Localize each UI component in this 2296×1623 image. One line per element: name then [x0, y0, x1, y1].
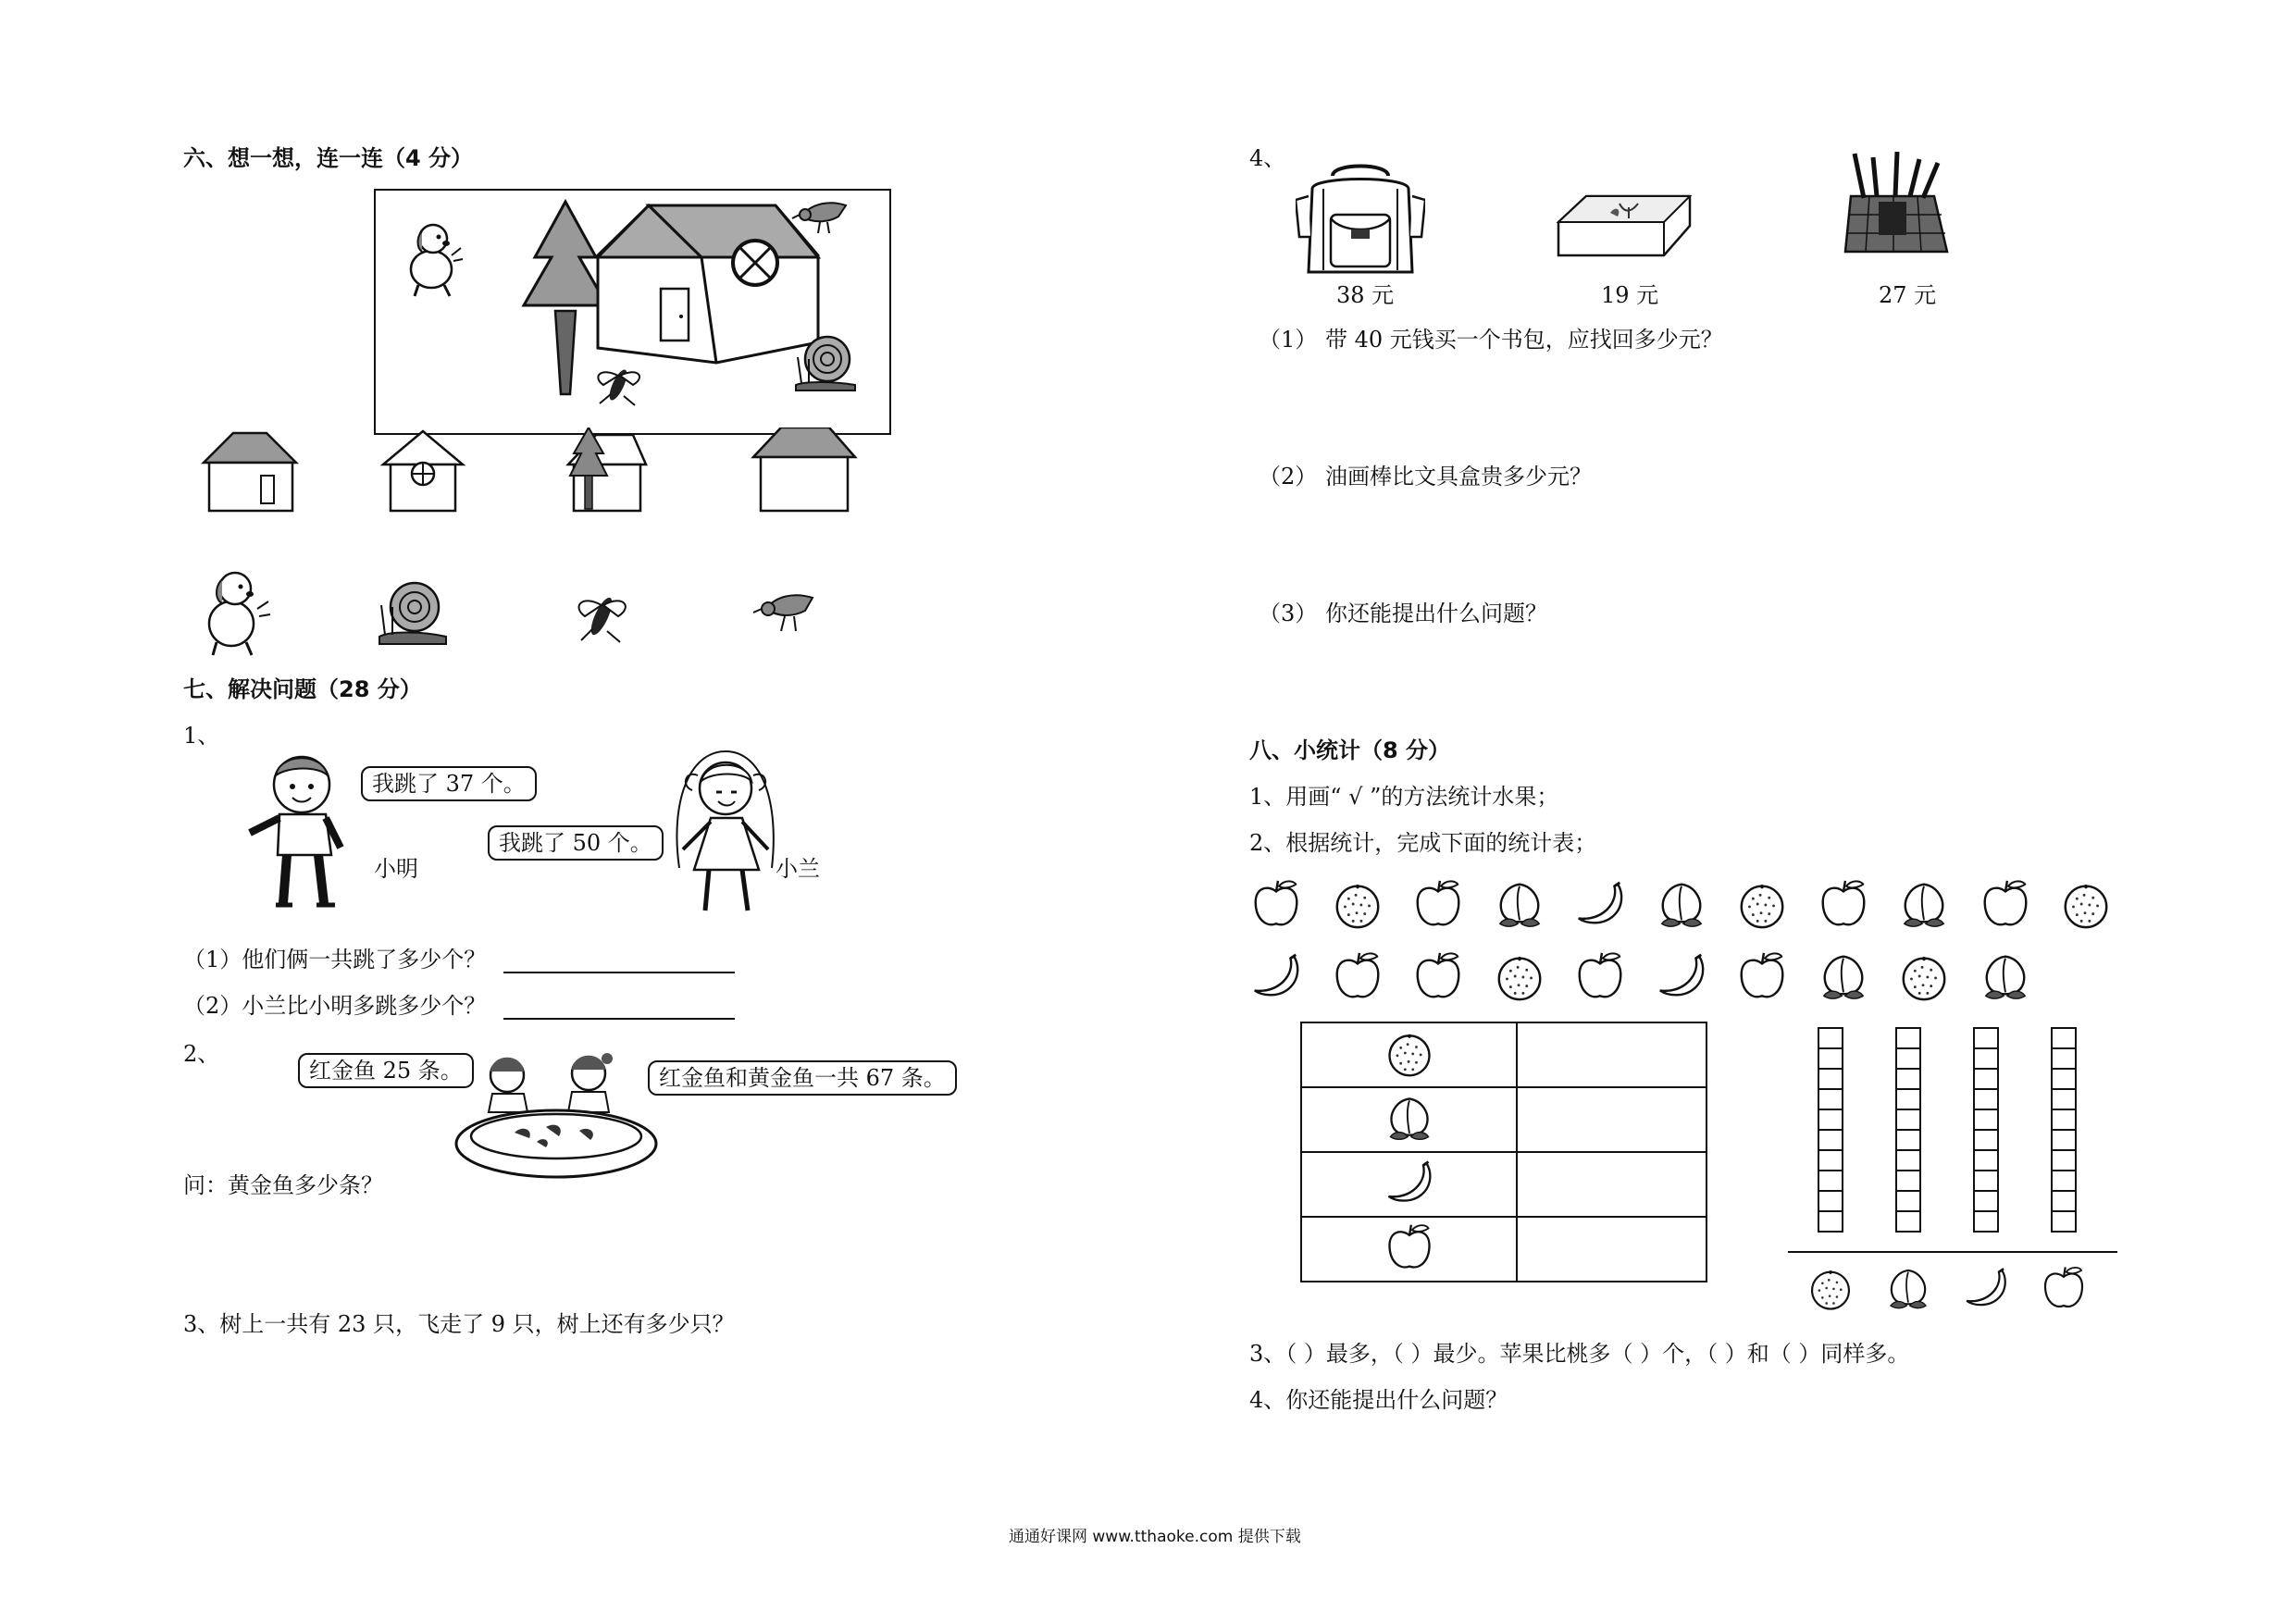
- bar-cell[interactable]: [1818, 1170, 1843, 1192]
- q4-sub3-number: （3）: [1259, 601, 1318, 626]
- bar-cell[interactable]: [1973, 1068, 1999, 1090]
- bar-cell[interactable]: [1818, 1088, 1843, 1110]
- oil-pastels-icon: [1842, 150, 1953, 261]
- banana-icon: [1655, 949, 1708, 1003]
- house-choice-tree-icon: [568, 427, 646, 511]
- peach-icon: [1493, 877, 1546, 931]
- bar-cell[interactable]: [1973, 1027, 1999, 1049]
- banana-icon: [1573, 877, 1627, 931]
- banana-icon: [1962, 1264, 2010, 1312]
- bar-cell[interactable]: [1895, 1170, 1921, 1192]
- apple-icon: [1384, 1221, 1435, 1273]
- footer-text: 通通好课网 www.tthaoke.com 提供下载: [1009, 1528, 1301, 1546]
- q2-speech-left: 红金鱼 25 条。: [298, 1053, 474, 1088]
- q1-sub1-answer-line[interactable]: [503, 972, 735, 973]
- peach-icon: [1897, 877, 1951, 931]
- apple-icon: [1817, 877, 1870, 931]
- peach-icon: [1979, 949, 2032, 1003]
- apple-icon: [1411, 949, 1465, 1003]
- q4-sub1: 带 40 元钱买一个书包，应找回多少元？: [1325, 327, 1723, 353]
- q1-sub2: （2）小兰比小明多跳多少个？: [183, 993, 487, 1019]
- apple-icon: [1331, 949, 1384, 1003]
- house-choice-window-icon: [383, 431, 463, 511]
- bar-cell[interactable]: [1818, 1109, 1843, 1131]
- bar-cell[interactable]: [1895, 1047, 1921, 1070]
- bar-cell[interactable]: [1895, 1210, 1921, 1233]
- bar-column-banana: [1973, 1027, 1999, 1233]
- bar-cell[interactable]: [2051, 1129, 2077, 1151]
- bird-icon: [792, 203, 846, 233]
- bar-cell[interactable]: [1973, 1109, 1999, 1131]
- s8-line2: 2、根据统计，完成下面的统计表；: [1249, 830, 1597, 856]
- bar-cell[interactable]: [1818, 1190, 1843, 1212]
- tally-table: [1300, 1022, 1707, 1282]
- boy-speech-bubble: 我跳了 37 个。: [361, 766, 537, 801]
- bar-cell[interactable]: [2051, 1210, 2077, 1233]
- bar-cell[interactable]: [2051, 1047, 2077, 1070]
- girl-xiaolan-icon: [670, 748, 781, 923]
- bar-cell[interactable]: [2051, 1068, 2077, 1090]
- boy-name-label: 小明: [374, 856, 418, 882]
- tally-fruit-cell: [1301, 1152, 1517, 1217]
- bar-cell[interactable]: [2051, 1190, 2077, 1212]
- section-8-title: 八、小统计（8 分）: [1249, 737, 1451, 763]
- orange-icon: [1331, 877, 1384, 931]
- q1-number: 1、: [183, 723, 220, 749]
- bar-cell[interactable]: [2051, 1109, 2077, 1131]
- s8-line1: 1、用画“ √ ”的方法统计水果；: [1249, 784, 1559, 810]
- bar-cell[interactable]: [1973, 1170, 1999, 1192]
- dog-icon: [411, 225, 463, 296]
- apple-icon: [1735, 949, 1789, 1003]
- tally-count-cell[interactable]: [1517, 1217, 1706, 1282]
- banana-icon: [1384, 1157, 1435, 1208]
- peach-icon: [1655, 877, 1708, 931]
- tally-row-apple: [1301, 1217, 1706, 1282]
- scene-picture-frame: [374, 189, 891, 435]
- q2-number: 2、: [183, 1041, 220, 1067]
- tally-fruit-cell: [1301, 1022, 1517, 1087]
- bar-cell[interactable]: [1895, 1129, 1921, 1151]
- bar-cell[interactable]: [1818, 1068, 1843, 1090]
- schoolbag-icon: [1296, 163, 1425, 283]
- bar-cell[interactable]: [1895, 1149, 1921, 1171]
- bar-cell[interactable]: [1895, 1068, 1921, 1090]
- fruit-row-1: [1249, 877, 2119, 933]
- bar-cell[interactable]: [1895, 1109, 1921, 1131]
- q4-sub1-number: （1）: [1259, 327, 1318, 353]
- s8-line4: 4、你还能提出什么问题？: [1249, 1387, 1508, 1413]
- apple-icon: [1411, 877, 1465, 931]
- section-6-title: 六、想一想，连一连（4 分）: [183, 145, 474, 171]
- section-7-title: 七、解决问题（28 分）: [183, 676, 422, 702]
- s8-line3: 3、（ ）最多，（ ）最少。苹果比桃多（ ）个，（ ）和（ ）同样多。: [1249, 1341, 1910, 1367]
- bar-cell[interactable]: [1973, 1129, 1999, 1151]
- orange-icon: [1735, 877, 1789, 931]
- bar-cell[interactable]: [1973, 1047, 1999, 1070]
- bar-cell[interactable]: [2051, 1027, 2077, 1049]
- bar-cell[interactable]: [1895, 1027, 1921, 1049]
- peach-icon: [1817, 949, 1870, 1003]
- tally-count-cell[interactable]: [1517, 1087, 1706, 1152]
- tally-count-cell[interactable]: [1517, 1022, 1706, 1087]
- bar-column-peach: [1895, 1027, 1921, 1233]
- bar-cell[interactable]: [1818, 1129, 1843, 1151]
- house-icon: [598, 205, 818, 363]
- dog-icon: [209, 573, 270, 655]
- bar-cell[interactable]: [2051, 1170, 2077, 1192]
- bar-cell[interactable]: [1973, 1190, 1999, 1212]
- fly-icon: [579, 595, 626, 642]
- tree-icon: [524, 202, 607, 394]
- boy-xiaoming-icon: [242, 748, 363, 914]
- orange-icon: [1493, 949, 1546, 1003]
- q4-number: 4、: [1249, 145, 1286, 171]
- q2-question: 问：黄金鱼多少条？: [183, 1172, 383, 1198]
- bar-cell[interactable]: [2051, 1149, 2077, 1171]
- tally-count-cell[interactable]: [1517, 1152, 1706, 1217]
- oil-pastels-price: 27 元: [1879, 282, 1937, 308]
- apple-icon: [1979, 877, 2032, 931]
- apple-icon: [2040, 1264, 2088, 1312]
- scene-picture: [376, 191, 889, 433]
- apple-icon: [1249, 877, 1303, 931]
- bar-chart-baseline: [1788, 1251, 2117, 1253]
- bar-cell[interactable]: [1895, 1190, 1921, 1212]
- orange-icon: [1384, 1027, 1435, 1079]
- pencil-box-price: 19 元: [1601, 282, 1659, 308]
- bar-cell[interactable]: [1973, 1210, 1999, 1233]
- q1-sub1: （1）他们俩一共跳了多少个？: [183, 947, 487, 973]
- pencil-box-icon: [1555, 191, 1694, 265]
- orange-icon: [1897, 949, 1951, 1003]
- bar-column-apple: [2051, 1027, 2077, 1233]
- q2-speech-right: 红金鱼和黄金鱼一共 67 条。: [648, 1060, 957, 1096]
- tally-row-banana: [1301, 1152, 1706, 1217]
- fish-pond-icon: [450, 1047, 663, 1186]
- bar-cell[interactable]: [1973, 1149, 1999, 1171]
- q4-sub3: 你还能提出什么问题？: [1325, 601, 1547, 626]
- q4-sub2: 油画棒比文具盒贵多少元？: [1325, 464, 1592, 489]
- bar-cell[interactable]: [1818, 1047, 1843, 1070]
- house-choice-plain-icon: [753, 427, 855, 511]
- schoolbag-price: 38 元: [1336, 282, 1395, 308]
- q1-sub2-answer-line[interactable]: [503, 1018, 735, 1020]
- bar-cell[interactable]: [1818, 1149, 1843, 1171]
- orange-icon: [2059, 877, 2113, 931]
- bar-cell[interactable]: [1973, 1088, 1999, 1110]
- fly-icon: [598, 367, 639, 405]
- tally-fruit-cell: [1301, 1217, 1517, 1282]
- bar-cell[interactable]: [1895, 1088, 1921, 1110]
- q3-text: 3、树上一共有 23 只，飞走了 9 只，树上还有多少只？: [183, 1311, 735, 1337]
- peach-icon: [1884, 1264, 1932, 1312]
- girl-name-label: 小兰: [776, 856, 820, 882]
- peach-icon: [1384, 1092, 1435, 1144]
- tally-row-peach: [1301, 1087, 1706, 1152]
- girl-speech-bubble: 我跳了 50 个。: [488, 825, 664, 861]
- house-choices: [194, 427, 870, 520]
- house-choice-door-icon: [204, 433, 296, 511]
- orange-icon: [1806, 1264, 1855, 1312]
- q4-sub2-number: （2）: [1259, 464, 1318, 489]
- banana-icon: [1249, 949, 1303, 1003]
- animal-choices: [194, 561, 870, 661]
- bar-column-orange: [1818, 1027, 1843, 1233]
- snail-icon: [379, 583, 446, 644]
- apple-icon: [1573, 949, 1627, 1003]
- tally-row-orange: [1301, 1022, 1706, 1087]
- bar-cell[interactable]: [2051, 1088, 2077, 1110]
- tally-fruit-cell: [1301, 1087, 1517, 1152]
- bird-icon: [753, 595, 813, 631]
- bar-chart-grid: [1788, 1027, 2117, 1329]
- bar-cell[interactable]: [1818, 1210, 1843, 1233]
- fruit-row-2: [1249, 949, 2119, 1005]
- bar-cell[interactable]: [1818, 1027, 1843, 1049]
